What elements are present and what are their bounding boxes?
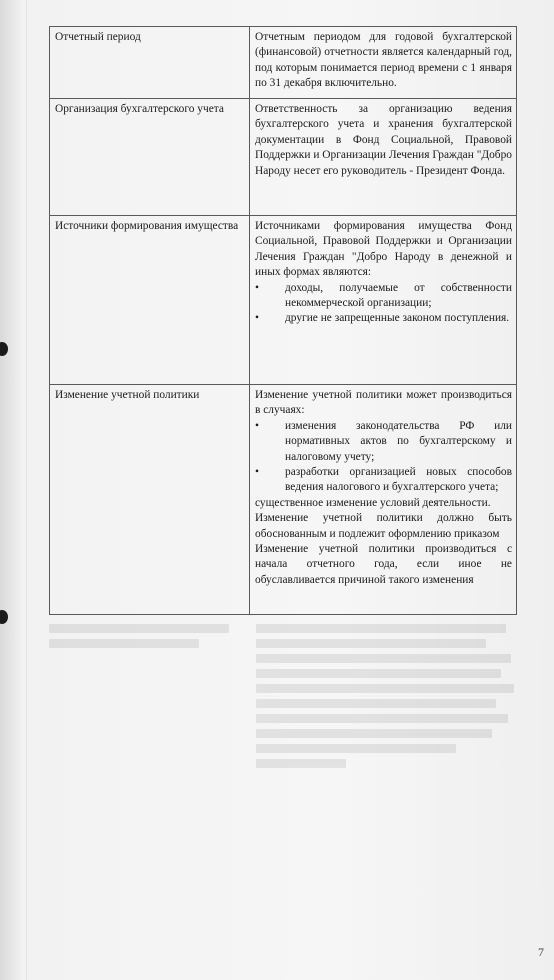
- list-item-text: изменения законодательства РФ или нормативных актов по бухгалтерскому и налоговому учету;: [285, 419, 512, 463]
- row-label: Изменение учетной политики: [50, 385, 250, 615]
- table-row: [50, 27, 517, 99]
- row-content: [250, 216, 517, 385]
- table-row: [50, 385, 517, 615]
- bullet-icon: •: [255, 312, 259, 325]
- table-row: [50, 99, 517, 216]
- list-item: [255, 465, 512, 496]
- row-content: [250, 385, 517, 615]
- list-item-text: другие не запрещенные законом поступления.: [285, 312, 510, 325]
- bullet-icon: •: [255, 281, 259, 294]
- list-item: [255, 281, 512, 312]
- bullet-icon: •: [255, 419, 259, 432]
- paragraph: Источниками формирования имущества Фонд Социальной, Правовой Поддержки и Организации Лечения Граждан "Добро Народу в денежной и иных формах являются:: [255, 220, 512, 279]
- bleed-through-right: [256, 618, 517, 774]
- row-content: [250, 99, 517, 216]
- list-item: [255, 419, 512, 465]
- table-row: [50, 216, 517, 385]
- row-label: Организация бухгалтерского учета: [50, 99, 250, 216]
- bleed-through-text: [49, 618, 517, 818]
- row-label: Отчетный период: [50, 27, 250, 99]
- list-item-text: разработки организацией новых способов ведения налогового и бухгалтерского учета;: [285, 466, 512, 494]
- page-number: 7: [538, 945, 544, 959]
- bullet-icon: •: [255, 466, 259, 479]
- paragraph: существенное изменение условий деятельности.: [255, 496, 491, 509]
- row-label: Источники формирования имущества: [50, 216, 250, 385]
- list-item-text: доходы, получаемые от собственности некоммерческой организации;: [285, 281, 512, 310]
- list-item: [255, 311, 512, 326]
- row-content: [250, 27, 517, 99]
- accounting-policy-table: [49, 26, 517, 615]
- page-edge: [26, 0, 27, 980]
- paragraph: Изменение учетной политики должно быть обоснованным и подлежит оформлению приказом: [255, 512, 512, 540]
- paragraph: Изменение учетной политики может производиться в случаях:: [255, 389, 512, 417]
- paragraph: Изменение учетной политики производиться с начала отчетного года, если иное не обуславливается причиной такого изменения: [255, 543, 512, 586]
- paragraph: Ответственность за организацию ведения бухгалтерского учета и хранения бухгалтерской документации в Фонд Социальной, Правовой Поддержки и Организации Лечения Граждан "Добро Народу несет его руководитель - Президент Фонда.: [255, 103, 512, 177]
- paragraph: Отчетным периодом для годовой бухгалтерской (финансовой) отчетности является календарный год, под которым понимается период времени с 1 января по 31 декабря включительно.: [255, 31, 512, 90]
- bleed-through-left: [49, 618, 239, 654]
